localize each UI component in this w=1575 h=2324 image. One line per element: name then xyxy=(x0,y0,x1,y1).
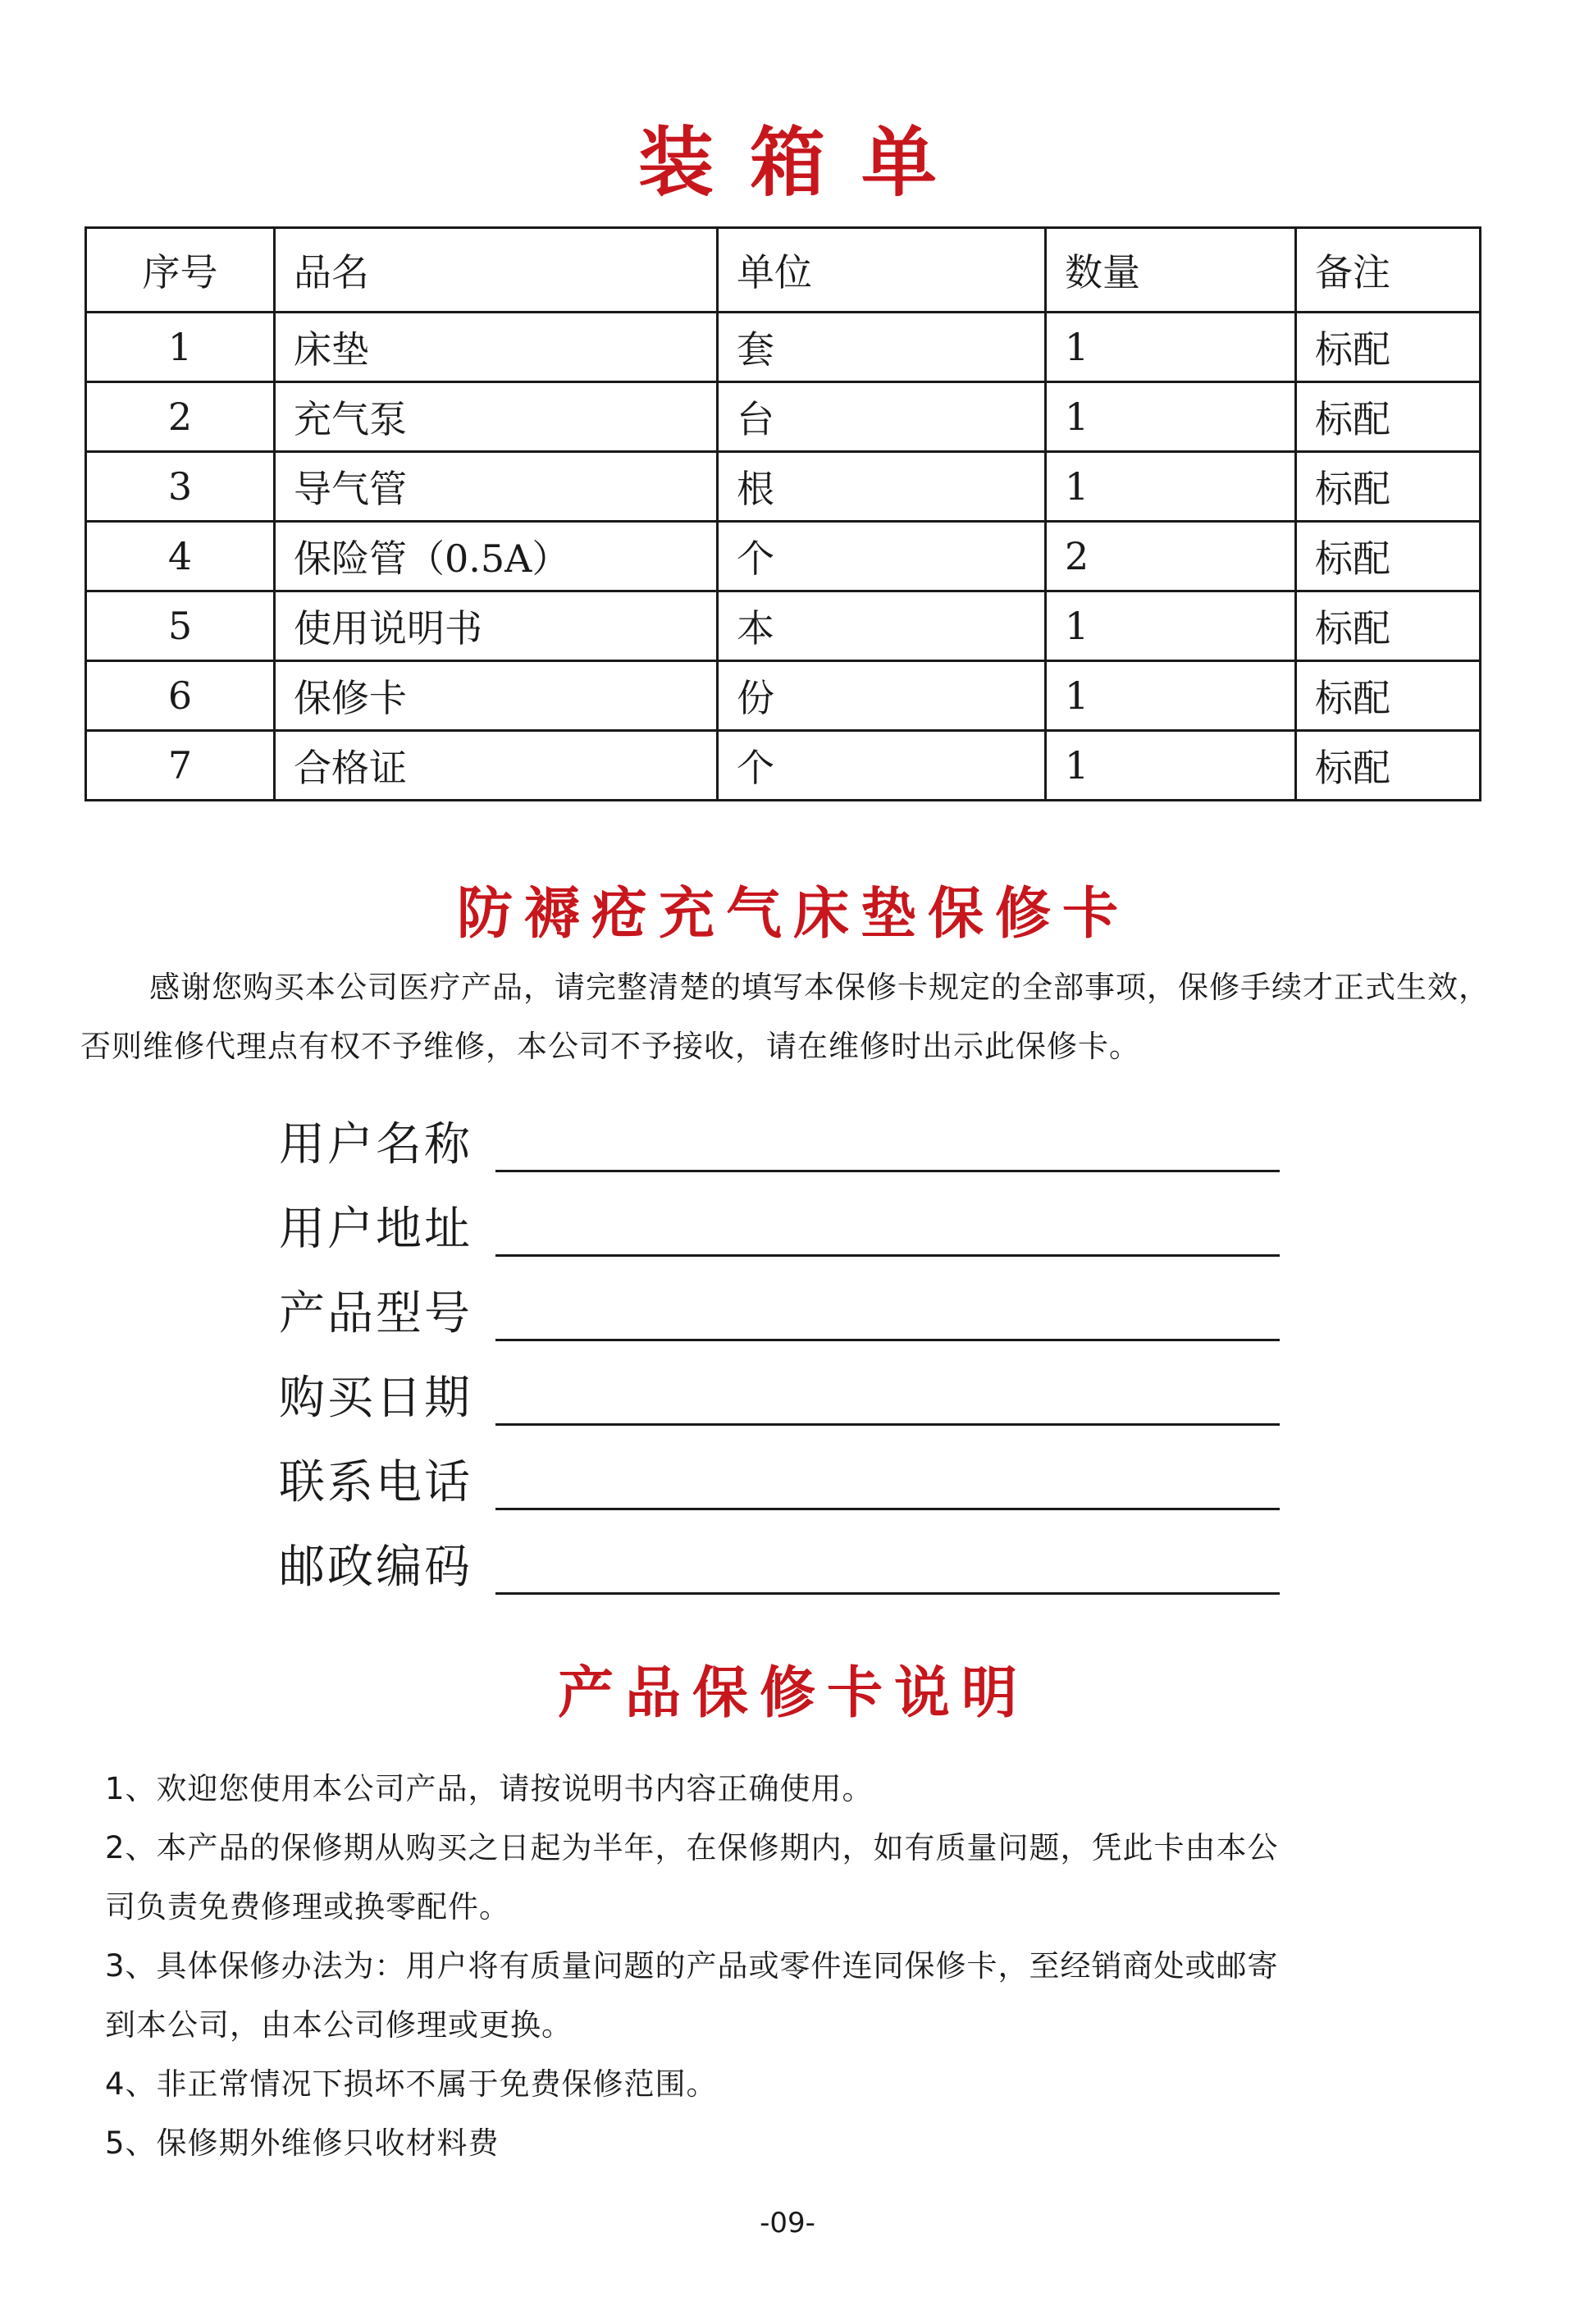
cell-no: 5 xyxy=(86,591,275,661)
cell-no: 4 xyxy=(86,522,275,591)
field-label: 产品型号 xyxy=(279,1287,472,1340)
note-line: 1、欢迎您使用本公司产品，请按说明书内容正确使用。 xyxy=(105,1771,874,1806)
cell-name: 保险管（0.5A） xyxy=(275,522,718,591)
form-field-product-model xyxy=(279,1272,1280,1346)
cell-remark: 标配 xyxy=(1296,452,1481,522)
table-row xyxy=(86,452,1481,522)
note-line: 司负责免费修理或换零配件。 xyxy=(105,1889,510,1924)
table-row xyxy=(86,661,1481,731)
fill-in-line xyxy=(495,1170,1280,1172)
warranty-intro xyxy=(80,958,1491,1076)
cell-name: 保修卡 xyxy=(275,661,718,731)
cell-remark: 标配 xyxy=(1296,522,1481,591)
cell-name: 充气泵 xyxy=(275,382,718,452)
cell-qty: 1 xyxy=(1046,382,1296,452)
form-field-purchase-date xyxy=(279,1357,1280,1431)
form-field-user-address xyxy=(279,1188,1280,1262)
cell-qty: 1 xyxy=(1046,313,1296,382)
cell-remark: 标配 xyxy=(1296,382,1481,452)
fill-in-line xyxy=(495,1254,1280,1257)
fill-in-line xyxy=(495,1508,1280,1510)
cell-name: 使用说明书 xyxy=(275,591,718,661)
cell-no: 1 xyxy=(86,313,275,382)
cell-no: 2 xyxy=(86,382,275,452)
cell-unit: 套 xyxy=(718,313,1046,382)
form-field-postal-code xyxy=(279,1526,1280,1600)
cell-name: 合格证 xyxy=(275,731,718,801)
cell-unit: 个 xyxy=(718,731,1046,801)
fill-in-line xyxy=(495,1339,1280,1341)
field-label: 邮政编码 xyxy=(279,1541,472,1594)
warranty-notes-title: 产品保修卡说明 xyxy=(557,1660,1029,1726)
cell-unit: 份 xyxy=(718,661,1046,731)
cell-unit: 台 xyxy=(718,382,1046,452)
cell-unit: 本 xyxy=(718,591,1046,661)
field-label: 用户地址 xyxy=(279,1203,472,1256)
cell-qty: 1 xyxy=(1046,661,1296,731)
field-label: 购买日期 xyxy=(279,1372,472,1425)
field-label: 用户名称 xyxy=(279,1118,472,1171)
intro-paragraph: 感谢您购买本公司医疗产品，请完整清楚的填写本保修卡规定的全部事项，保修手续才正式生效，否则维修代理点有权不予维修，本公司不予接收，请在维修时出示此保修卡。 xyxy=(80,970,1490,1064)
table-header-row xyxy=(86,228,1481,313)
warranty-notes-list xyxy=(105,1760,1450,2173)
cell-name: 导气管 xyxy=(275,452,718,522)
cell-no: 7 xyxy=(86,731,275,801)
header-qty: 数量 xyxy=(1046,228,1296,313)
form-field-phone xyxy=(279,1441,1280,1515)
note-line: 到本公司，由本公司修理或更换。 xyxy=(105,2007,573,2043)
table-row xyxy=(86,313,1481,382)
cell-no: 6 xyxy=(86,661,275,731)
packing-list-title: 装箱单 xyxy=(637,118,973,207)
warranty-card-title: 防褥疮充气床垫保修卡 xyxy=(456,881,1130,947)
table-row xyxy=(86,591,1481,661)
table-row xyxy=(86,382,1481,452)
fill-in-line xyxy=(495,1423,1280,1426)
header-no: 序号 xyxy=(86,228,275,313)
cell-qty: 1 xyxy=(1046,452,1296,522)
cell-remark: 标配 xyxy=(1296,661,1481,731)
page-number: -09- xyxy=(760,2207,815,2240)
note-line: 2、本产品的保修期从购买之日起为半年，在保修期内，如有质量问题，凭此卡由本公 xyxy=(105,1830,1279,1865)
cell-unit: 根 xyxy=(718,452,1046,522)
cell-remark: 标配 xyxy=(1296,731,1481,801)
table-row xyxy=(86,731,1481,801)
cell-name: 床垫 xyxy=(275,313,718,382)
cell-unit: 个 xyxy=(718,522,1046,591)
cell-remark: 标配 xyxy=(1296,591,1481,661)
note-line: 5、保修期外维修只收材料费 xyxy=(105,2125,500,2161)
cell-qty: 1 xyxy=(1046,591,1296,661)
field-label: 联系电话 xyxy=(279,1456,472,1509)
form-field-user-name xyxy=(279,1103,1280,1177)
cell-no: 3 xyxy=(86,452,275,522)
note-line: 4、非正常情况下损坏不属于免费保修范围。 xyxy=(105,2066,718,2102)
cell-qty: 2 xyxy=(1046,522,1296,591)
header-name: 品名 xyxy=(275,228,718,313)
cell-qty: 1 xyxy=(1046,731,1296,801)
cell-remark: 标配 xyxy=(1296,313,1481,382)
header-remark: 备注 xyxy=(1296,228,1481,313)
header-unit: 单位 xyxy=(718,228,1046,313)
table-row xyxy=(86,522,1481,591)
note-line: 3、具体保修办法为：用户将有质量问题的产品或零件连同保修卡，至经销商处或邮寄 xyxy=(105,1948,1279,1984)
packing-list-table xyxy=(84,226,1481,801)
fill-in-line xyxy=(495,1592,1280,1595)
